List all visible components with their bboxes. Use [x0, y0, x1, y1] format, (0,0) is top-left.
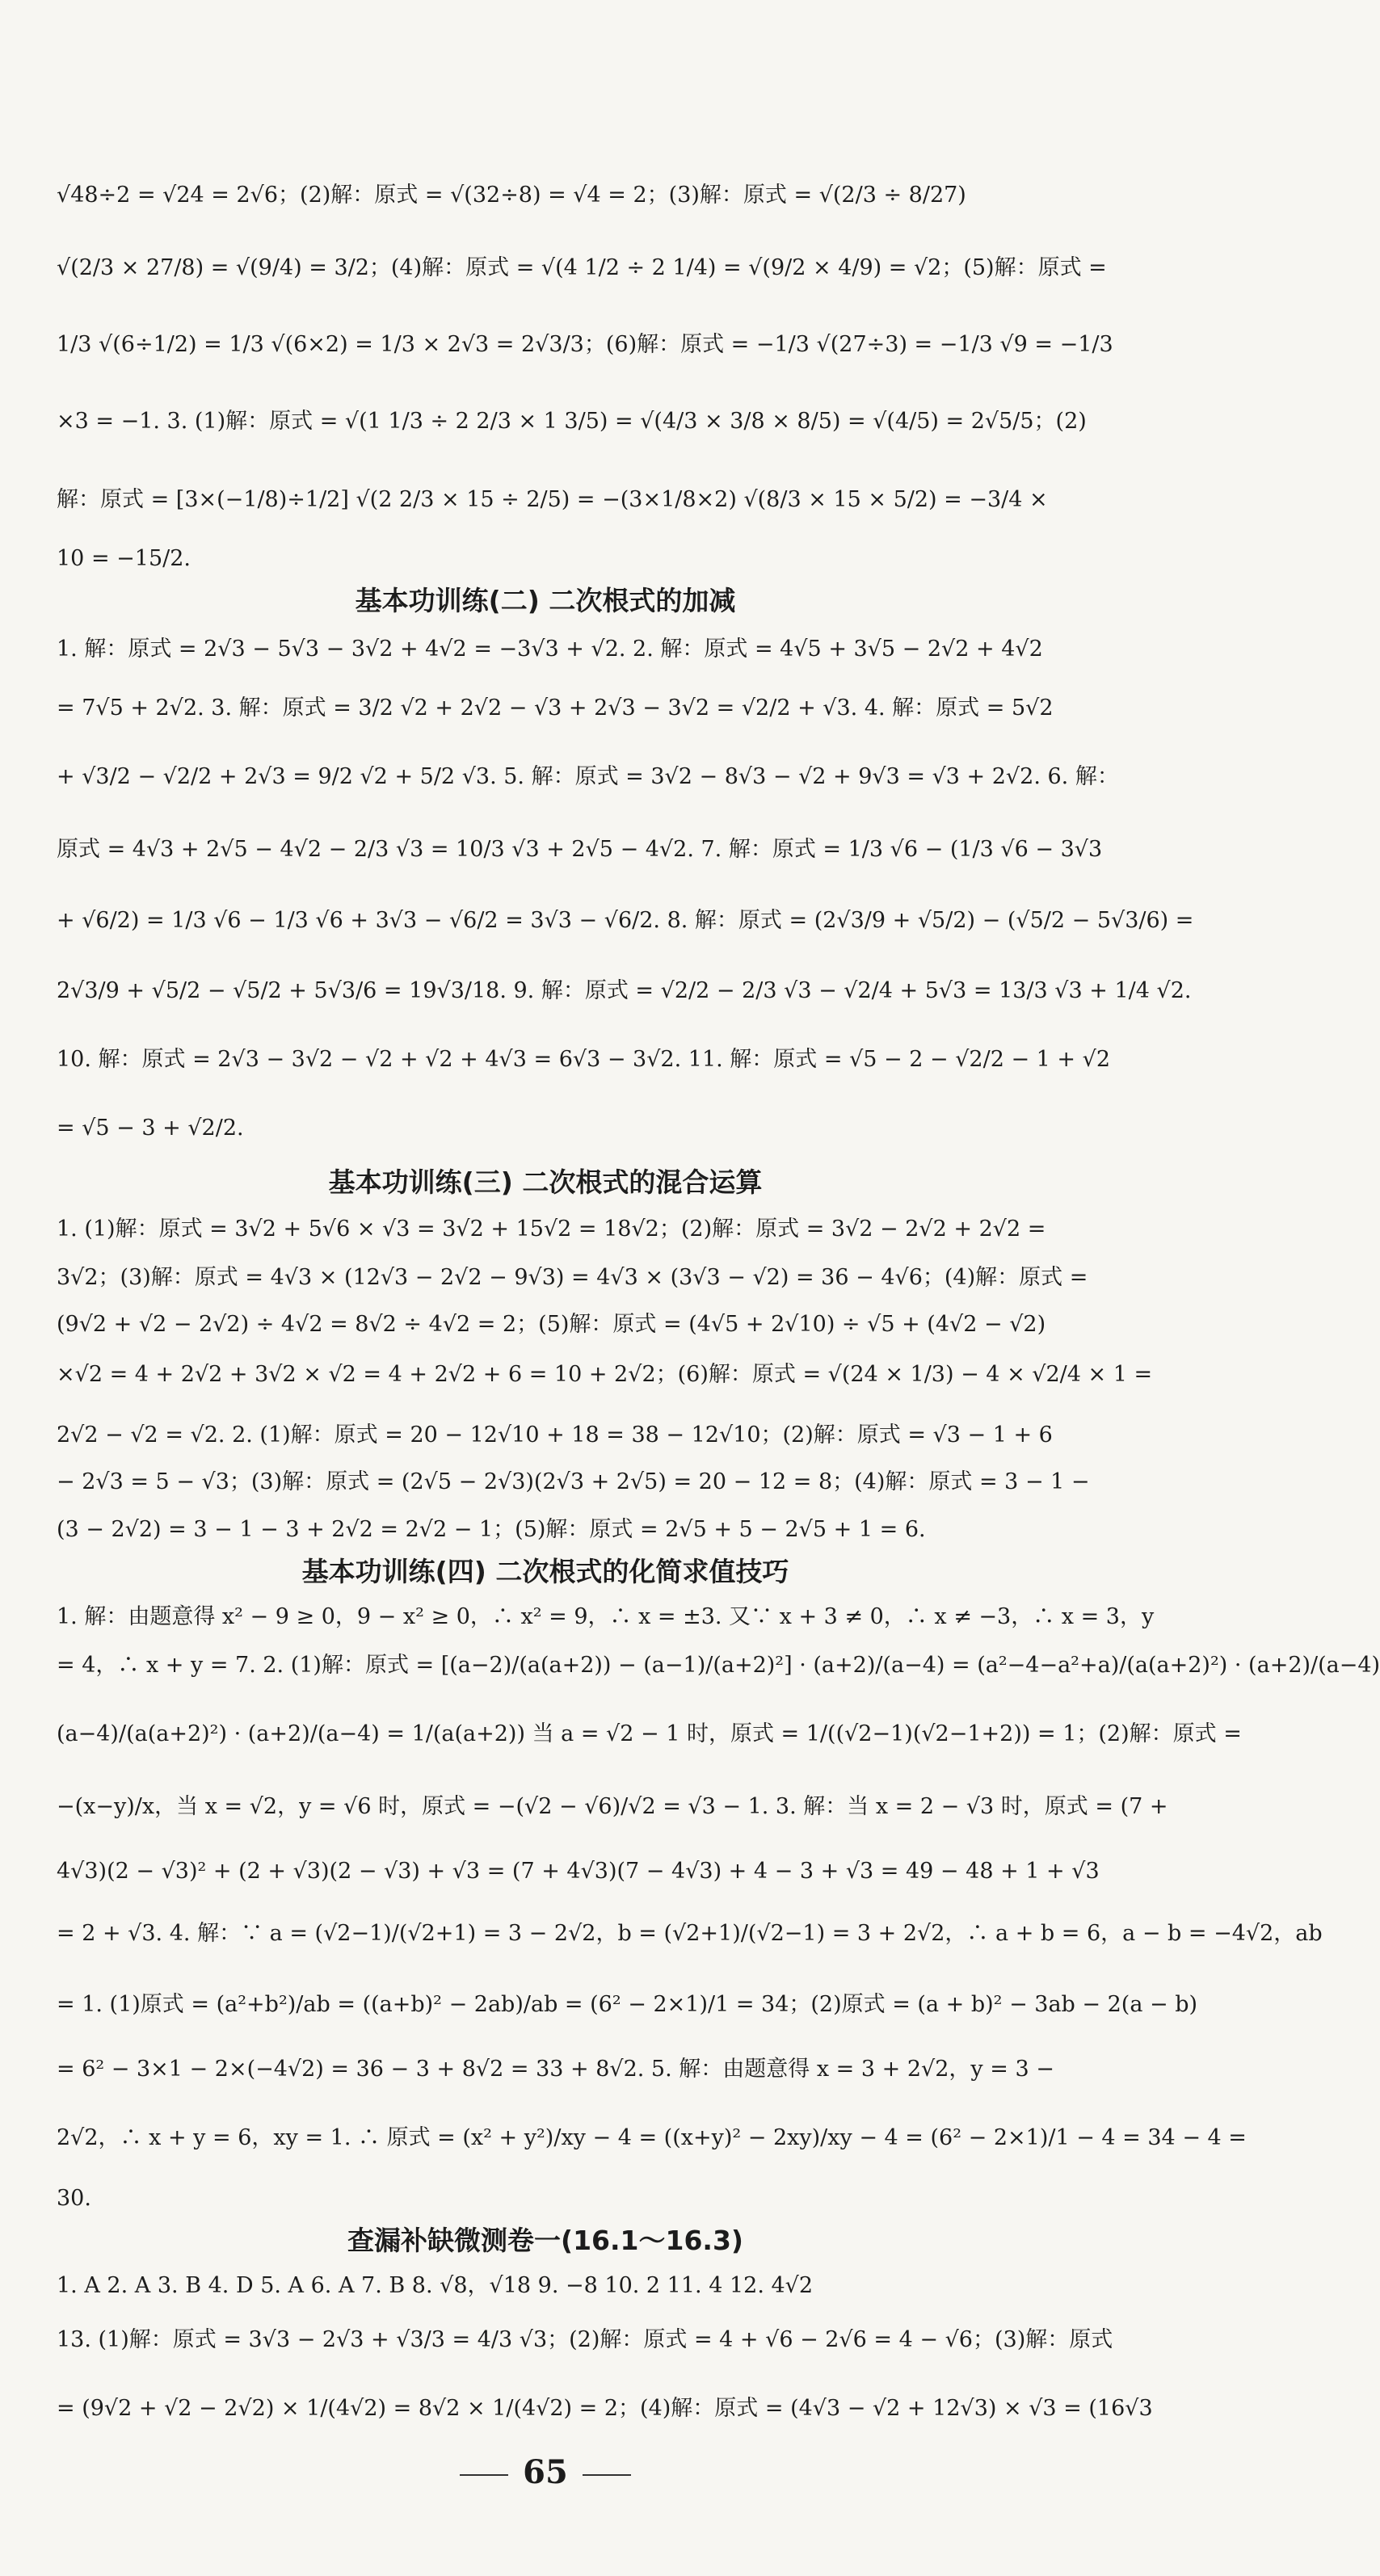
section-title: 基本功训练(四) 二次根式的化简求值技巧	[301, 1556, 789, 1587]
text-line: = 1. (1)原式 = (a²+b²)/ab = ((a+b)² − 2ab)/ab = (6² − 2×1)/1 = 34；(2)原式 = (a + b)² − 3ab − 2(a − b)	[57, 1992, 1198, 2017]
text-line: 解：原式 = [3×(−1/8)÷1/2] √(2 2/3 × 15 ÷ 2/5) = −(3×1/8×2) √(8/3 × 15 × 5/2) = −3/4 ×	[57, 487, 1048, 512]
text-line: = 6² − 3×1 − 2×(−4√2) = 36 − 3 + 8√2 = 33 + 8√2. 5. 解：由题意得 x = 3 + 2√2，y = 3 −	[57, 2057, 1054, 2082]
text-line: 30.	[57, 2186, 91, 2211]
text-line: = 4，∴ x + y = 7. 2. (1)解：原式 = [(a−2)/(a(a+2)) − (a−1)/(a+2)²] · (a+2)/(a−4) = (a²−4−a²+a)/(a(a+2)²) · (a+2)/(a−4)	[57, 1653, 1380, 1678]
text-line: 2√3/9 + √5/2 − √5/2 + 5√3/6 = 19√3/18. 9. 解：原式 = √2/2 − 2/3 √3 − √2/4 + 5√3 = 13/3 √3 + 1/4 √2.	[57, 978, 1192, 1003]
text-line: − 2√3 = 5 − √3；(3)解：原式 = (2√5 − 2√3)(2√3 + 2√5) = 20 − 12 = 8；(4)解：原式 = 3 − 1 −	[57, 1469, 1090, 1494]
text-line: = √5 − 3 + √2/2.	[57, 1116, 244, 1141]
text-line: (9√2 + √2 − 2√2) ÷ 4√2 = 8√2 ÷ 4√2 = 2；(5)解：原式 = (4√5 + 2√10) ÷ √5 + (4√2 − √2)	[57, 1312, 1046, 1337]
page-number	[0, 2451, 1091, 2494]
text-line: ×3 = −1. 3. (1)解：原式 = √(1 1/3 ÷ 2 2/3 × 1 3/5) = √(4/3 × 3/8 × 8/5) = √(4/5) = 2√5/5；(2)	[57, 409, 1087, 434]
section-title: 基本功训练(二) 二次根式的加减	[355, 585, 736, 616]
page-number-value: 65	[523, 2453, 568, 2491]
text-line: = (9√2 + √2 − 2√2) × 1/(4√2) = 8√2 × 1/(4√2) = 2；(4)解：原式 = (4√3 − √2 + 12√3) × √3 = (16√3	[57, 2396, 1153, 2421]
text-line: 原式 = 4√3 + 2√5 − 4√2 − 2/3 √3 = 10/3 √3 + 2√5 − 4√2. 7. 解：原式 = 1/3 √6 − (1/3 √6 − 3√3	[57, 837, 1103, 862]
text-line: 2√2 − √2 = √2. 2. (1)解：原式 = 20 − 12√10 + 18 = 38 − 12√10；(2)解：原式 = √3 − 1 + 6	[57, 1422, 1053, 1448]
text-line: √48÷2 = √24 = 2√6；(2)解：原式 = √(32÷8) = √4 = 2；(3)解：原式 = √(2/3 ÷ 8/27)	[57, 183, 966, 208]
text-line: 1. (1)解：原式 = 3√2 + 5√6 × √3 = 3√2 + 15√2 = 18√2；(2)解：原式 = 3√2 − 2√2 + 2√2 =	[57, 1217, 1046, 1242]
text-line: (3 − 2√2) = 3 − 1 − 3 + 2√2 = 2√2 − 1；(5)解：原式 = 2√5 + 5 − 2√5 + 1 = 6.	[57, 1517, 926, 1542]
text-line: −(x−y)/x，当 x = √2，y = √6 时，原式 = −(√2 − √6)/√2 = √3 − 1. 3. 解：当 x = 2 − √3 时，原式 = (7 +	[57, 1794, 1168, 1819]
text-line: 1. 解：由题意得 x² − 9 ≥ 0，9 − x² ≥ 0，∴ x² = 9，∴ x = ±3. 又∵ x + 3 ≠ 0，∴ x ≠ −3，∴ x = 3，y	[57, 1604, 1155, 1629]
section-title: 查漏补缺微测卷一(16.1～16.3)	[347, 2225, 743, 2256]
text-line: 1. 解：原式 = 2√3 − 5√3 − 3√2 + 4√2 = −3√3 + √2. 2. 解：原式 = 4√5 + 3√5 − 2√2 + 4√2	[57, 637, 1043, 662]
text-line: 3√2；(3)解：原式 = 4√3 × (12√3 − 2√2 − 9√3) = 4√3 × (3√3 − √2) = 36 − 4√6；(4)解：原式 =	[57, 1265, 1088, 1290]
text-line: 13. (1)解：原式 = 3√3 − 2√3 + √3/3 = 4/3 √3；(2)解：原式 = 4 + √6 − 2√6 = 4 − √6；(3)解：原式	[57, 2327, 1113, 2352]
text-line: 4√3)(2 − √3)² + (2 + √3)(2 − √3) + √3 = (7 + 4√3)(7 − 4√3) + 4 − 3 + √3 = 49 − 48 + 1 + √3	[57, 1859, 1100, 1884]
text-line: 10. 解：原式 = 2√3 − 3√2 − √2 + √2 + 4√3 = 6√3 − 3√2. 11. 解：原式 = √5 − 2 − √2/2 − 1 + √2	[57, 1047, 1111, 1072]
page-number-right-dash	[583, 2474, 631, 2476]
section-title: 基本功训练(三) 二次根式的混合运算	[328, 1166, 763, 1198]
text-line: (a−4)/(a(a+2)²) · (a+2)/(a−4) = 1/(a(a+2)) 当 a = √2 − 1 时，原式 = 1/((√2−1)(√2−1+2)) = 1；(2)解：原式 =	[57, 1721, 1242, 1746]
text-line: 10 = −15/2.	[57, 546, 191, 571]
text-line: 1. A 2. A 3. B 4. D 5. A 6. A 7. B 8. √8，√18 9. −8 10. 2 11. 4 12. 4√2	[57, 2273, 814, 2298]
page-number-left-dash	[460, 2474, 508, 2476]
text-line: + √3/2 − √2/2 + 2√3 = 9/2 √2 + 5/2 √3. 5. 解：原式 = 3√2 − 8√3 − √2 + 9√3 = √3 + 2√2. 6. 解：	[57, 764, 1119, 789]
text-line: = 2 + √3. 4. 解：∵ a = (√2−1)/(√2+1) = 3 − 2√2，b = (√2+1)/(√2−1) = 3 + 2√2，∴ a + b = 6，a − b = −4√2，ab	[57, 1921, 1323, 1946]
text-line: 1/3 √(6÷1/2) = 1/3 √(6×2) = 1/3 × 2√3 = 2√3/3；(6)解：原式 = −1/3 √(27÷3) = −1/3 √9 = −1/3	[57, 332, 1113, 357]
text-line: = 7√5 + 2√2. 3. 解：原式 = 3/2 √2 + 2√2 − √3 + 2√3 − 3√2 = √2/2 + √3. 4. 解：原式 = 5√2	[57, 695, 1054, 721]
text-line: 2√2，∴ x + y = 6，xy = 1. ∴ 原式 = (x² + y²)/xy − 4 = ((x+y)² − 2xy)/xy − 4 = (6² − 2×1)/1 − 4 = 34 − 4 =	[57, 2125, 1247, 2150]
text-line: + √6/2) = 1/3 √6 − 1/3 √6 + 3√3 − √6/2 = 3√3 − √6/2. 8. 解：原式 = (2√3/9 + √5/2) − (√5/2 − 5√3/6) =	[57, 908, 1194, 933]
text-line: √(2/3 × 27/8) = √(9/4) = 3/2；(4)解：原式 = √(4 1/2 ÷ 2 1/4) = √(9/2 × 4/9) = √2；(5)解：原式 =	[57, 255, 1107, 280]
text-line: ×√2 = 4 + 2√2 + 3√2 × √2 = 4 + 2√2 + 6 = 10 + 2√2；(6)解：原式 = √(24 × 1/3) − 4 × √2/4 × 1 =	[57, 1362, 1153, 1387]
